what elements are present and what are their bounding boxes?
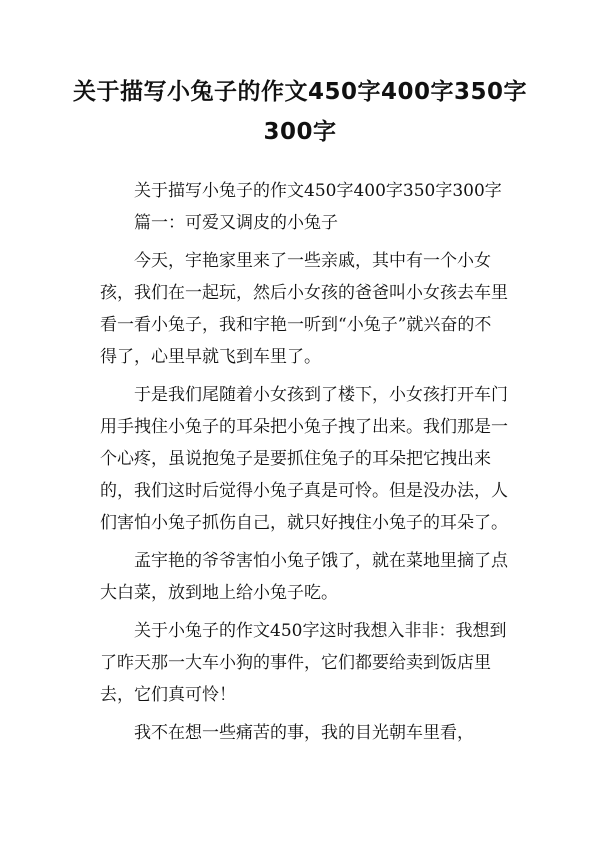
document-title: 关于描写小兔子的作文450字400字350字300字 bbox=[72, 79, 528, 145]
paragraph: 今天，宇艳家里来了一些亲戚，其中有一个小女孩，我们在一起玩，然后小女孩的爸爸叫小女孩去车里看一看小兔子，我和宇艳一听到“小兔子”就兴奋的不得了，心里早就飞到车里了。 bbox=[100, 251, 508, 367]
section-heading: 篇一：可爱又调皮的小兔子 bbox=[134, 213, 338, 233]
document-subtitle: 关于描写小兔子的作文450字400字350字300字 bbox=[134, 181, 502, 201]
paragraph: 于是我们尾随着小女孩到了楼下，小女孩打开车门用手拽住小兔子的耳朵把小兔子拽了出来。我们那是一个心疼，虽说抱兔子是要抓住兔子的耳朵把它拽出来的，我们这时后觉得小兔子真是可怜。但是没办法，人们害怕小兔子抓伤自己，就只好拽住小兔子的耳朵了。 bbox=[100, 385, 508, 533]
paragraph: 孟宇艳的爷爷害怕小兔子饿了，就在菜地里摘了点大白菜，放到地上给小兔子吃。 bbox=[100, 551, 508, 603]
document-body bbox=[100, 175, 508, 755]
paragraph: 我不在想一些痛苦的事，我的目光朝车里看， bbox=[134, 723, 474, 743]
paragraph: 关于小兔子的作文450字这时我想入非非：我想到了昨天那一大车小狗的事件，它们都要给卖到饭店里去，它们真可怜！ bbox=[100, 621, 507, 705]
